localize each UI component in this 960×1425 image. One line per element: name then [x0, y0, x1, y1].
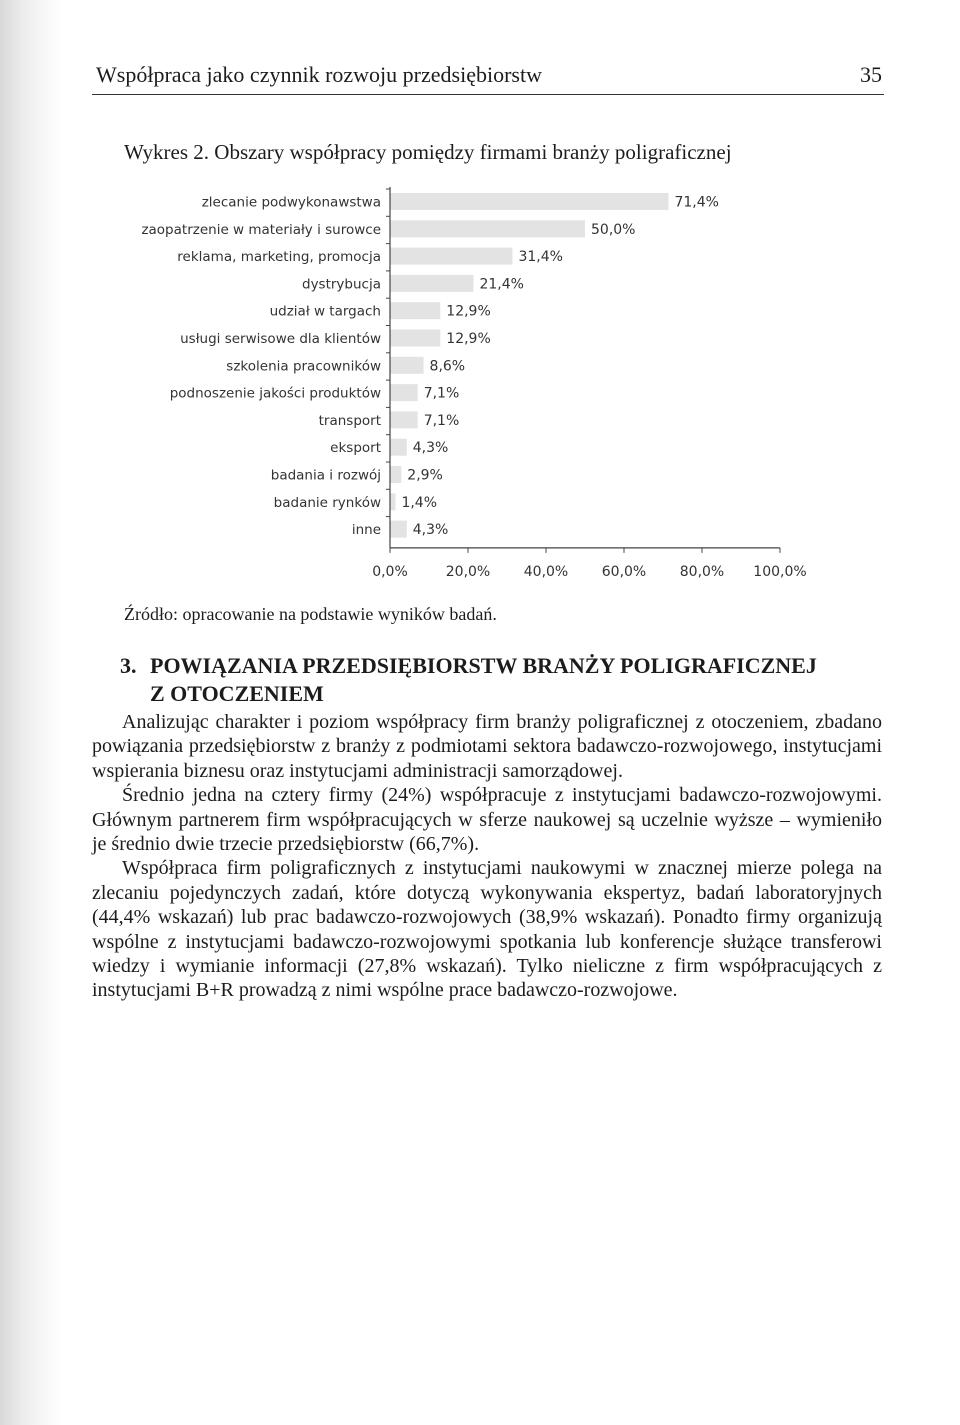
bar	[390, 193, 668, 210]
x-tick-label: 20,0%	[445, 563, 491, 580]
x-tick-label: 60,0%	[601, 563, 647, 580]
axis-layer	[372, 187, 806, 580]
value-label: 31,4%	[518, 249, 563, 266]
body-text	[92, 710, 882, 1003]
category-label: badania i rozwój	[270, 467, 381, 484]
x-tick-label: 0,0%	[372, 563, 408, 580]
category-label: usługi serwisowe dla klientów	[180, 331, 381, 347]
value-label: 8,6%	[429, 358, 466, 375]
bar	[390, 411, 418, 428]
bar	[390, 493, 395, 510]
category-label: reklama, marketing, promocja	[177, 249, 381, 266]
value-label: 4,3%	[412, 440, 449, 457]
category-label: zaopatrzenie w materiały i surowce	[141, 221, 381, 238]
bar	[390, 330, 440, 347]
section-title-line-1: POWIĄZANIA PRZEDSIĘBIORSTW BRANŻY POLIGRAFICZNEJ	[150, 653, 817, 678]
value-label: 2,9%	[407, 467, 443, 484]
value-label: 7,1%	[423, 385, 460, 402]
paragraph: Analizując charakter i poziom współpracy firm branży poligraficznej z otoczeniem, zbadano powiązania przedsiębiorstw z branży z podmiotami sektora badawczo-rozwojowego, instytucjami wspierania biznesu oraz instytucjami administracji samorządowej.	[92, 711, 882, 782]
figure-caption: Wykres 2. Obszary współpracy pomiędzy firmami branży poligraficznej	[124, 140, 732, 164]
x-tick-label: 40,0%	[523, 563, 569, 580]
value-label: 7,1%	[423, 412, 460, 429]
value-label: 4,3%	[412, 522, 449, 539]
bar	[390, 275, 473, 292]
category-label: eksport	[330, 440, 381, 457]
page-number: 35	[860, 62, 882, 87]
category-label: podnoszenie jakości produktów	[169, 385, 381, 402]
category-label: badanie rynków	[273, 494, 381, 511]
category-label: inne	[351, 522, 381, 539]
bar	[390, 384, 418, 401]
labels-layer	[141, 195, 719, 539]
category-label: udział w targach	[269, 303, 381, 320]
category-label: dystrybucja	[302, 276, 381, 293]
value-label: 12,9%	[446, 303, 491, 320]
bar	[390, 302, 440, 319]
paragraph: Średnio jedna na cztery firmy (24%) współpracuje z instytucjami badawczo-rozwojowymi. Głównym partnerem firm współpracujących w sferze naukowej są uczelnie wyższe – wymieniło je średnio dwie trzecie przedsiębiorstw (66,7%).	[92, 784, 882, 856]
paragraph: Współpraca firm poligraficznych z instytucjami naukowymi w znacznej mierze polega na zlecaniu pojedynczych zadań, które dotyczą wykonywania ekspertyz, badań laboratoryjnych (44,4% wskazań) lub prac badawczo-rozwojowych (38,9% wskazań). Ponadto firmy organizują wspólne z instytucjami badawczo-rozwojowymi spotkania lub konferencje służące transferowi wiedzy i wymianie informacji (27,8% wskazań). Tylko nieliczne z firm współpracujących z instytucjami B+R prowadzą z nimi wspólne prace badawczo-rozwojowe.	[92, 857, 882, 1002]
bar	[390, 466, 401, 483]
value-label: 1,4%	[401, 494, 438, 511]
bar	[390, 439, 407, 456]
section-title-line-2: Z OTOCZENIEM	[150, 681, 324, 706]
value-label: 12,9%	[446, 331, 491, 347]
value-label: 21,4%	[479, 276, 524, 293]
category-label: szkolenia pracowników	[226, 358, 381, 375]
section-number: 3.	[120, 653, 137, 678]
figure-source: Źródło: opracowanie na podstawie wyników badań.	[124, 604, 497, 624]
bar	[390, 357, 424, 374]
bar	[390, 248, 512, 265]
bar	[390, 521, 407, 538]
x-tick-label: 100,0%	[753, 563, 807, 580]
category-label: transport	[318, 412, 381, 429]
category-label: zlecanie podwykonawstwa	[201, 194, 381, 211]
running-title: Współpraca jako czynnik rozwoju przedsiębiorstw	[96, 62, 542, 87]
bar-chart	[0, 0, 960, 590]
value-label: 71,4%	[674, 194, 719, 211]
bar	[390, 220, 585, 237]
x-tick-label: 80,0%	[679, 563, 725, 580]
value-label: 50,0%	[591, 221, 636, 238]
